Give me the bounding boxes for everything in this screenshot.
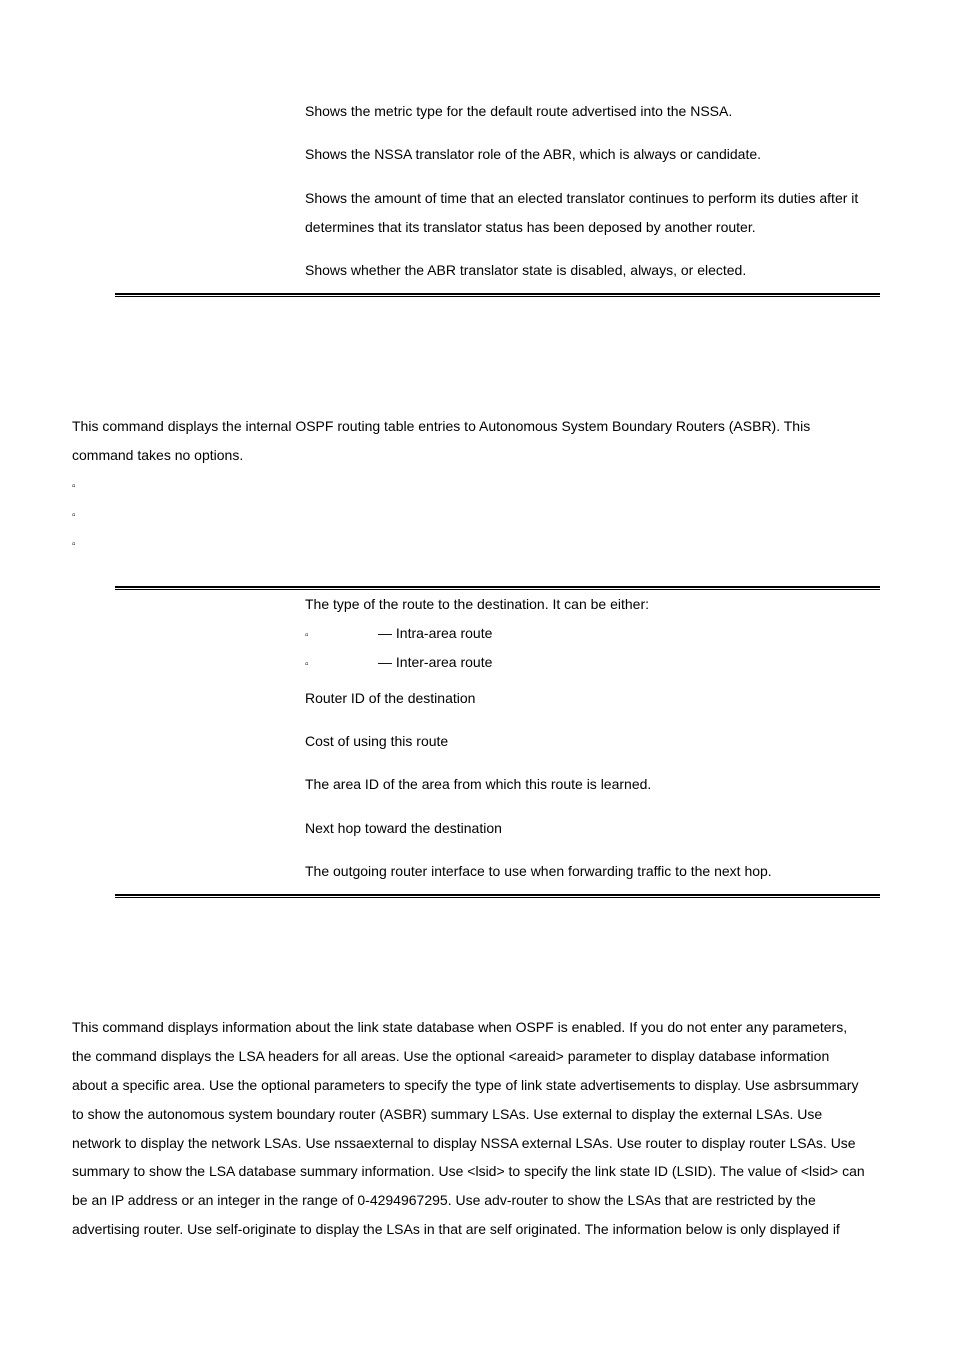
route-type-inter: — Inter-area route bbox=[378, 654, 493, 670]
bullet-item: ▫ bbox=[72, 539, 76, 550]
bullet-item: ▫ bbox=[305, 630, 309, 641]
database-description-line: to show the autonomous system boundary router (ASBR) summary LSAs. Use external to display the external LSAs. Use bbox=[72, 1106, 823, 1122]
table-bottom-rule bbox=[115, 894, 880, 898]
table-row-stability-interval-line1: Shows the amount of time that an elected translator continues to perform its duties after it bbox=[305, 190, 859, 206]
route-type-intra: — Intra-area route bbox=[378, 625, 493, 641]
database-description-line: network to display the network LSAs. Use nssaexternal to display NSSA external LSAs. Use router to display router LSAs. Use bbox=[72, 1135, 856, 1151]
database-description-line: This command displays information about the link state database when OSPF is enabled. If you do not enter any parameters, bbox=[72, 1019, 848, 1035]
table-row-metric-type: Shows the metric type for the default route advertised into the NSSA. bbox=[305, 103, 733, 119]
database-description-line: about a specific area. Use the optional parameters to specify the type of link state advertisements to display. Use asbrsummary bbox=[72, 1077, 859, 1093]
table-row-cost: Cost of using this route bbox=[305, 733, 449, 749]
table-row-next-hop: Next hop toward the destination bbox=[305, 820, 502, 836]
table-top-rule bbox=[115, 586, 880, 590]
asbr-description-line1: This command displays the internal OSPF routing table entries to Autonomous System Boundary Routers (ASBR). This bbox=[72, 418, 811, 434]
table-row-stability-interval-line2: determines that its translator status has been deposed by another router. bbox=[305, 219, 756, 235]
table-row-translator-role: Shows the NSSA translator role of the ABR, which is always or candidate. bbox=[305, 146, 762, 162]
table-row-area-id: The area ID of the area from which this route is learned. bbox=[305, 776, 652, 792]
bullet-item: ▫ bbox=[72, 510, 76, 521]
bullet-item: ▫ bbox=[305, 659, 309, 670]
database-description-line: advertising router. Use self-originate to display the LSAs in that are self originated. The information below is only displayed if bbox=[72, 1221, 840, 1237]
database-description-line: summary to show the LSA database summary information. Use <lsid> to specify the link state ID (LSID). The value of <lsid> can bbox=[72, 1163, 865, 1179]
table-bottom-rule bbox=[115, 293, 880, 297]
database-description-line: be an IP address or an integer in the range of 0-4294967295. Use adv-router to show the LSAs that are restricted by the bbox=[72, 1192, 816, 1208]
asbr-description-line2: command takes no options. bbox=[72, 447, 244, 463]
bullet-item: ▫ bbox=[72, 481, 76, 492]
table-row-translator-state: Shows whether the ABR translator state is disabled, always, or elected. bbox=[305, 262, 747, 278]
table-row-outgoing-interface: The outgoing router interface to use when forwarding traffic to the next hop. bbox=[305, 863, 772, 879]
table-row-route-type: The type of the route to the destination. It can be either: bbox=[305, 596, 649, 612]
table-row-router-id: Router ID of the destination bbox=[305, 690, 476, 706]
database-description-line: the command displays the LSA headers for all areas. Use the optional <areaid> parameter to display database information bbox=[72, 1048, 830, 1064]
